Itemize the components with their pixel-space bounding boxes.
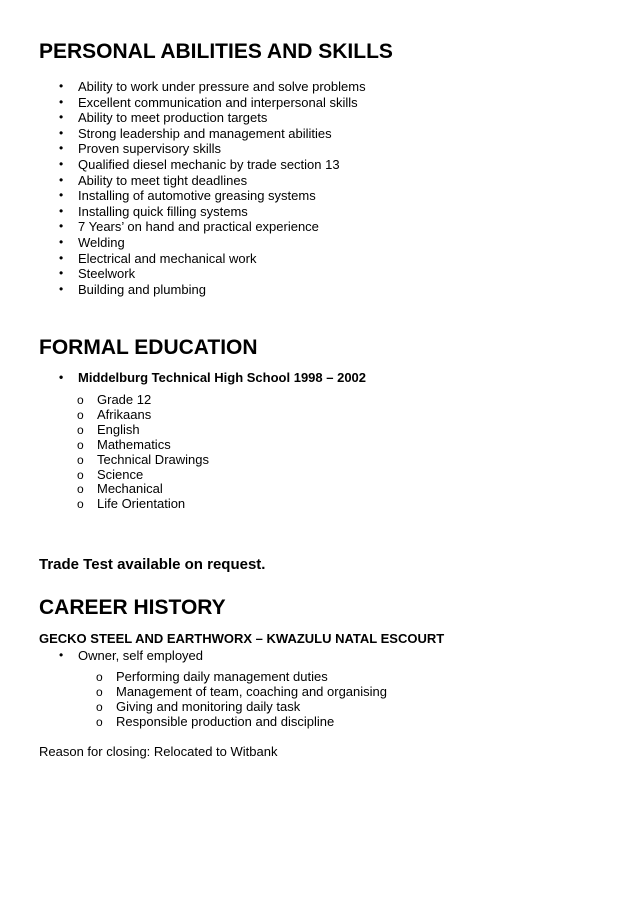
education-heading: FORMAL EDUCATION [39, 336, 258, 359]
circle-bullet-icon: o [77, 497, 84, 512]
bullet-icon: • [59, 79, 64, 93]
list-item: • Welding [59, 234, 125, 250]
list-item: o English [77, 421, 140, 437]
circle-bullet-icon: o [77, 393, 84, 407]
list-item: • Strong leadership and management abilities [59, 125, 332, 141]
bullet-icon: • [59, 94, 64, 109]
bullet-icon: • [59, 281, 64, 296]
bullet-icon: • [59, 234, 64, 249]
duties-list [96, 670, 387, 730]
bullet-icon: • [59, 219, 64, 234]
career-heading: CAREER HISTORY [39, 596, 226, 619]
bullet-icon: • [59, 370, 64, 384]
list-item: • Installing quick filling systems [59, 203, 248, 219]
subjects-list [77, 393, 209, 512]
circle-bullet-icon: o [96, 714, 103, 729]
education-school-list [39, 370, 366, 386]
circle-bullet-icon: o [77, 437, 84, 452]
skills-list [39, 79, 366, 297]
circle-bullet-icon: o [77, 407, 84, 422]
list-item [39, 370, 366, 386]
list-item: • Qualified diesel mechanic by trade section 13 [59, 156, 340, 172]
list-item: o Technical Drawings [77, 451, 209, 467]
bullet-icon: • [59, 141, 64, 156]
list-item: o Grade 12 [77, 392, 152, 407]
list-item: • Electrical and mechanical work [59, 250, 257, 266]
circle-bullet-icon: o [77, 482, 84, 497]
bullet-icon: • [59, 250, 64, 265]
list-item: • Proven supervisory skills [59, 141, 222, 157]
bullet-icon: • [59, 188, 64, 203]
list-item [39, 648, 203, 664]
list-item: o Mathematics [77, 436, 171, 452]
bullet-icon: • [59, 110, 64, 125]
list-item: • Installing of automotive greasing systems [59, 188, 316, 204]
circle-bullet-icon: o [77, 467, 84, 482]
circle-bullet-icon: o [96, 670, 103, 684]
list-item: o Responsible production and discipline [96, 713, 335, 729]
list-item: • Ability to work under pressure and solve problems [59, 79, 366, 94]
bullet-icon: • [59, 172, 64, 187]
list-item: o Giving and monitoring daily task [96, 698, 301, 714]
closing-reason: Reason for closing: Relocated to Witbank [39, 744, 278, 759]
list-item: • Building and plumbing [59, 281, 206, 297]
bullet-icon: • [59, 125, 64, 140]
circle-bullet-icon: o [77, 452, 84, 467]
list-item: o Mechanical [77, 481, 163, 497]
list-item: • Ability to meet tight deadlines [59, 172, 248, 188]
list-item: • Excellent communication and interpersonal skills [59, 94, 358, 110]
employer-name: GECKO STEEL AND EARTHWORX – KWAZULU NATAL ESCOURT [39, 631, 445, 646]
list-item: • 7 Years’ on hand and practical experience [59, 219, 319, 235]
list-item: o Afrikaans [77, 406, 152, 422]
bullet-icon: • [59, 156, 64, 171]
circle-bullet-icon: o [77, 422, 84, 437]
school-name: Middelburg Technical High School 1998 – 2002 [78, 370, 367, 385]
circle-bullet-icon: o [96, 684, 103, 699]
trade-test-note: Trade Test available on request. [39, 556, 266, 573]
list-item: o Life Orientation [77, 496, 186, 512]
list-item: o Management of team, coaching and organising [96, 683, 388, 699]
bullet-icon: • [59, 203, 64, 218]
list-item: o Science [77, 466, 144, 482]
list-item: • Ability to meet production targets [59, 110, 268, 126]
career-role-list [39, 648, 203, 664]
role-title: Owner, self employed [78, 648, 204, 663]
skills-heading: PERSONAL ABILITIES AND SKILLS [39, 40, 393, 63]
bullet-icon: • [59, 266, 64, 281]
list-item: o Performing daily management duties [96, 669, 328, 684]
bullet-icon: • [59, 648, 64, 662]
circle-bullet-icon: o [96, 699, 103, 714]
list-item: • Steelwork [59, 266, 136, 282]
